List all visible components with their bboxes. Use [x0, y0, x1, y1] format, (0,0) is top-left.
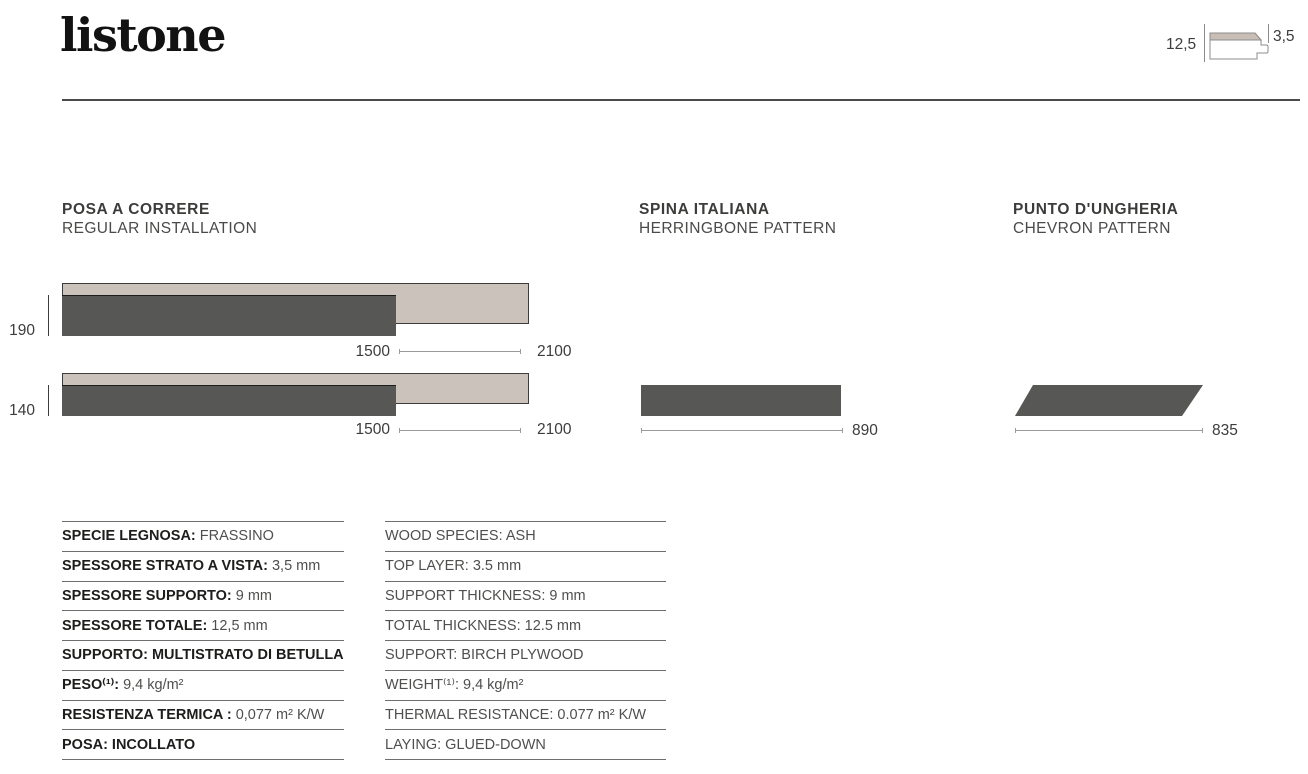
spec-value: 9,4 kg/m² — [123, 677, 184, 694]
plank-width-tick-190 — [48, 295, 49, 336]
spec-value: MULTISTRATO DI BETULLA — [151, 647, 344, 664]
spec-label: PESO⁽¹⁾: — [62, 677, 120, 694]
spec-row-en — [385, 551, 666, 581]
chevron-length-label: 835 — [1212, 422, 1238, 439]
spec-row-en — [385, 670, 666, 700]
chevron-plank — [1010, 385, 1210, 416]
cross-section-top-layer — [1210, 33, 1261, 40]
spec-label: SPESSORE TOTALE: — [62, 617, 208, 634]
spec-value: 9 mm — [235, 587, 272, 604]
length-max-label-190: 2100 — [537, 343, 572, 360]
length-dimension-line-190 — [399, 351, 521, 352]
spec-row-it — [62, 640, 344, 670]
spec-text: SUPPORT THICKNESS: 9 mm — [385, 587, 586, 604]
section-subtitle-chevron: CHEVRON PATTERN — [1013, 220, 1171, 237]
top-layer-thickness-tick — [1268, 24, 1269, 43]
spec-row-it — [62, 551, 344, 581]
length-min-label-190: 1500 — [355, 343, 390, 360]
spec-row-it — [62, 581, 344, 611]
spec-row-it — [62, 610, 344, 640]
chevron-dimension-line — [1015, 430, 1203, 431]
spec-text: WOOD SPECIES: ASH — [385, 528, 536, 545]
length-dimension-line-140 — [399, 430, 521, 431]
total-thickness-tick — [1204, 24, 1205, 62]
plank-190-short — [62, 295, 396, 336]
spec-row-it — [62, 729, 344, 759]
plank-cross-section-icon — [1209, 30, 1271, 62]
spec-value: INCOLLATO — [111, 736, 196, 753]
plank-width-tick-140 — [48, 385, 49, 416]
chevron-plank-shape — [1015, 385, 1203, 416]
spec-value: 3,5 mm — [271, 558, 321, 575]
spec-row-en — [385, 610, 666, 640]
section-title-chevron: PUNTO D'UNGHERIA — [1013, 201, 1179, 218]
header-divider — [62, 99, 1300, 101]
herringbone-dimension-line — [641, 430, 843, 431]
spec-row-it — [62, 521, 344, 551]
spec-label: POSA: — [62, 736, 108, 753]
spec-value: 12,5 mm — [211, 617, 268, 634]
spec-row-it — [62, 700, 344, 730]
spec-row-en — [385, 729, 666, 759]
spec-text: WEIGHT⁽¹⁾: 9,4 kg/m² — [385, 677, 524, 694]
section-subtitle-herringbone: HERRINGBONE PATTERN — [639, 220, 837, 237]
section-subtitle-regular: REGULAR INSTALLATION — [62, 220, 258, 237]
spec-row-en — [385, 700, 666, 730]
section-title-herringbone: SPINA ITALIANA — [639, 201, 770, 218]
section-title-regular: POSA A CORRERE — [62, 201, 210, 218]
spec-row-en — [385, 521, 666, 551]
herringbone-length-label: 890 — [852, 422, 878, 439]
spec-row-en — [385, 640, 666, 670]
spec-table-italian — [62, 521, 344, 760]
spec-label: RESISTENZA TERMICA : — [62, 706, 232, 723]
spec-row-it — [62, 670, 344, 700]
spec-label: SPESSORE STRATO A VISTA: — [62, 558, 268, 575]
spec-row-en — [385, 581, 666, 611]
total-thickness-label: 12,5 — [1166, 36, 1197, 53]
brand-logo: listone — [60, 8, 225, 62]
top-layer-thickness-label: 3,5 — [1273, 28, 1295, 45]
spec-text: TOP LAYER: 3.5 mm — [385, 558, 522, 575]
spec-label: SUPPORTO: — [62, 647, 148, 664]
length-min-label-140: 1500 — [355, 421, 390, 438]
length-max-label-140: 2100 — [537, 421, 572, 438]
spec-label: SPESSORE SUPPORTO: — [62, 587, 232, 604]
plank-140-short — [62, 385, 396, 416]
spec-text: THERMAL RESISTANCE: 0.077 m² K/W — [385, 706, 647, 723]
spec-text: LAYING: GLUED-DOWN — [385, 736, 546, 753]
spec-value: FRASSINO — [199, 528, 274, 545]
herringbone-plank — [641, 385, 841, 416]
spec-text: TOTAL THICKNESS: 12.5 mm — [385, 617, 582, 634]
plank-width-label-140: 140 — [9, 402, 35, 419]
spec-table-english — [385, 521, 666, 760]
spec-label: SPECIE LEGNOSA: — [62, 528, 196, 545]
plank-width-label-190: 190 — [9, 322, 35, 339]
spec-value: 0,077 m² K/W — [235, 706, 325, 723]
spec-text: SUPPORT: BIRCH PLYWOOD — [385, 647, 584, 664]
